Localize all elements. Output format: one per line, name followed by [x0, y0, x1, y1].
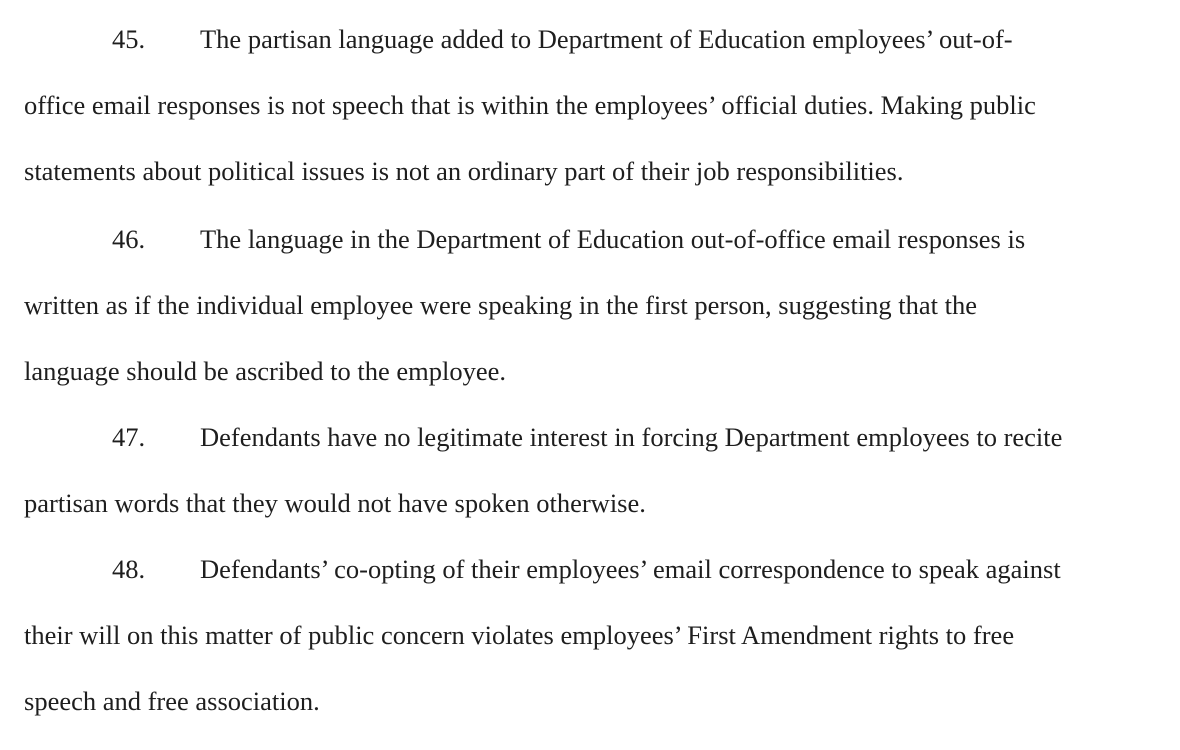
- paragraph-text: The partisan language added to Department of Education employees’ out-of-: [200, 24, 1013, 54]
- paragraph-47-line-2: partisan words that they would not have spoken otherwise.: [24, 488, 646, 518]
- paragraph-45-line-2: office email responses is not speech that is within the employees’ official duties. Making public: [24, 90, 1036, 120]
- paragraph-46-line-2: written as if the individual employee were speaking in the first person, suggesting that the: [24, 290, 978, 320]
- paragraph-48-line-1: [112, 552, 1061, 586]
- paragraph-47-line-1: [112, 420, 1062, 454]
- paragraph-number: 48.: [112, 554, 146, 584]
- paragraph-number: 45.: [112, 24, 146, 54]
- paragraph-text: Defendants’ co-opting of their employees’ email correspondence to speak against: [200, 554, 1061, 584]
- paragraph-46-line-1: [112, 222, 1025, 256]
- paragraph-number: 47.: [112, 422, 146, 452]
- paragraph-45-line-1: [112, 22, 1013, 56]
- paragraph-46-line-3: language should be ascribed to the employee.: [24, 356, 506, 386]
- paragraph-text: The language in the Department of Education out-of-office email responses is: [200, 224, 1026, 254]
- paragraph-text: Defendants have no legitimate interest in forcing Department employees to recite: [200, 422, 1063, 452]
- paragraph-48-line-3: speech and free association.: [24, 686, 320, 716]
- paragraph-48-line-2: their will on this matter of public concern violates employees’ First Amendment rights to free: [24, 620, 1015, 650]
- paragraph-45-line-3: statements about political issues is not an ordinary part of their job responsibilities.: [24, 156, 904, 186]
- paragraph-number: 46.: [112, 224, 146, 254]
